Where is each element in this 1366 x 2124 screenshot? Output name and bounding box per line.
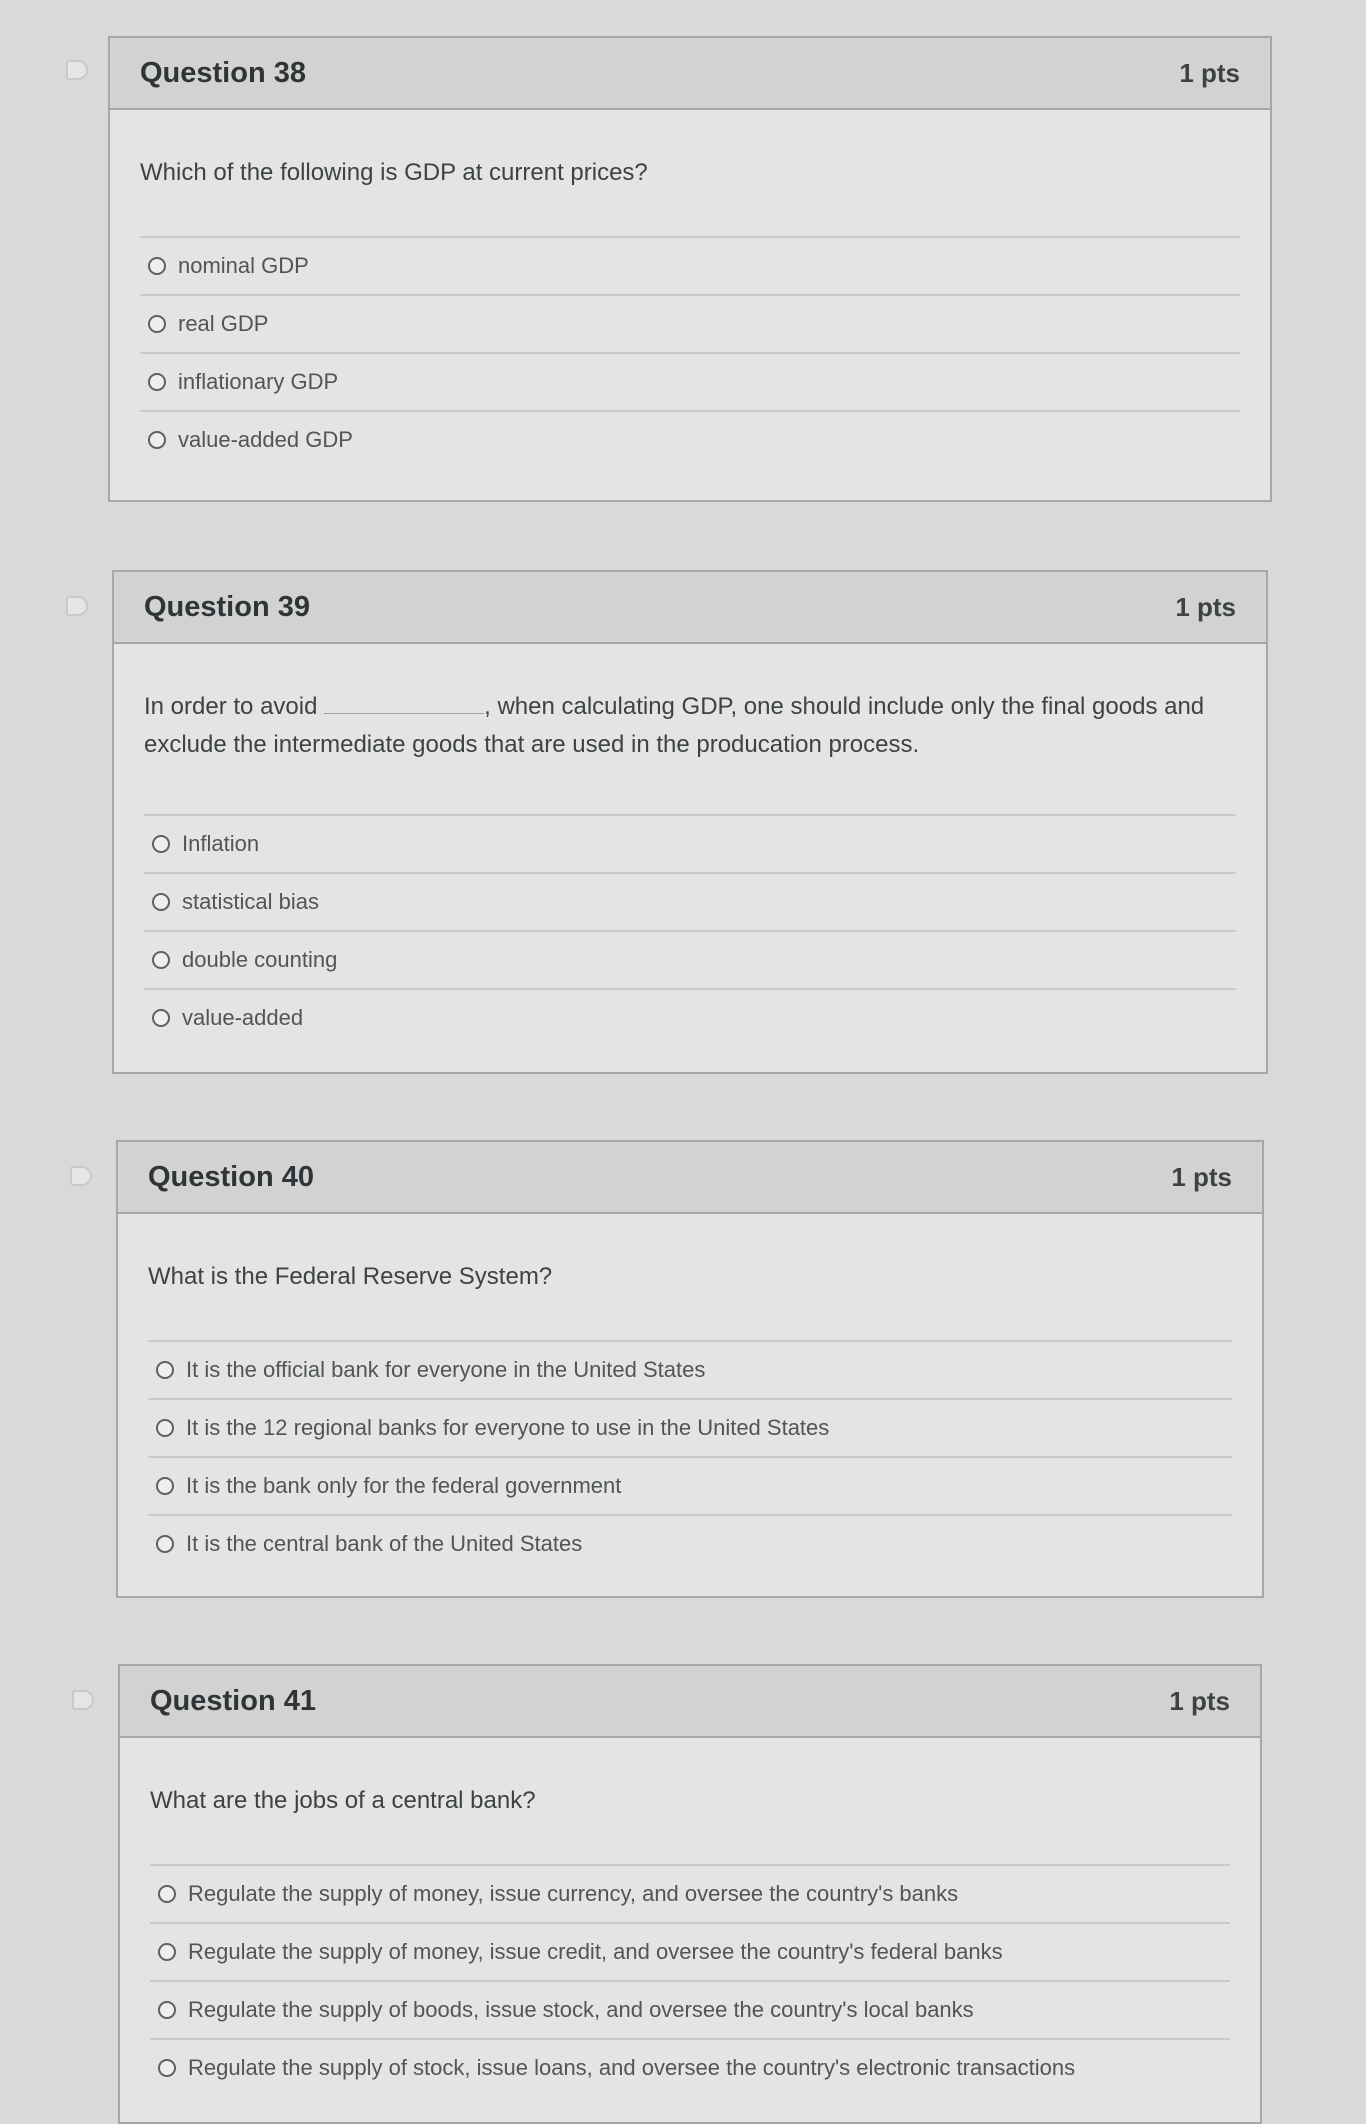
answer-label: nominal GDP	[178, 253, 309, 278]
answer-label: It is the bank only for the federal government	[186, 1473, 622, 1498]
answer-label: value-added GDP	[178, 427, 353, 452]
answer-option[interactable]	[144, 930, 1236, 988]
radio-button-icon[interactable]	[156, 1361, 174, 1379]
answer-option[interactable]	[140, 410, 1240, 468]
radio-button-icon[interactable]	[152, 893, 170, 911]
answer-label: It is the 12 regional banks for everyone to use in the United States	[186, 1415, 830, 1440]
question-prompt: What are the jobs of a central bank?	[150, 1787, 536, 1814]
fill-in-blank	[324, 695, 484, 714]
answer-label: value-added	[182, 1005, 304, 1030]
radio-button-icon[interactable]	[158, 2001, 176, 2019]
radio-button-icon[interactable]	[148, 431, 166, 449]
answer-label: Regulate the supply of money, issue credit, and oversee the country's federal banks	[188, 1939, 1003, 1964]
answer-label: inflationary GDP	[178, 369, 339, 394]
question-39-card	[112, 570, 1268, 1074]
answer-option[interactable]	[148, 1514, 1232, 1572]
question-prompt	[114, 644, 1266, 796]
prompt-text-before-blank: In order to avoid	[144, 693, 318, 720]
question-title: Question 40	[148, 1160, 314, 1193]
answer-option[interactable]	[150, 1864, 1230, 1922]
answer-label: Regulate the supply of stock, issue loans, and oversee the country's electronic transactions	[188, 2055, 1076, 2080]
radio-button-icon[interactable]	[152, 835, 170, 853]
answer-label: real GDP	[178, 311, 269, 336]
answer-option[interactable]	[144, 988, 1236, 1046]
radio-button-icon[interactable]	[156, 1419, 174, 1437]
answer-label: Regulate the supply of money, issue currency, and oversee the country's banks	[188, 1881, 959, 1906]
question-header	[114, 572, 1266, 644]
flag-question-38-icon[interactable]	[66, 60, 88, 80]
answer-option[interactable]	[144, 814, 1236, 872]
question-header	[110, 38, 1270, 110]
question-header	[118, 1142, 1262, 1214]
answer-option[interactable]	[140, 236, 1240, 294]
prompt-text-after-blank: , when calculating GDP, one should include only the final goods and exclude the intermediate goods that are used in the producation process.	[144, 693, 1205, 758]
question-title: Question 38	[140, 56, 306, 89]
question-header	[120, 1666, 1260, 1738]
answer-list	[114, 814, 1266, 1046]
question-title: Question 41	[150, 1684, 316, 1717]
radio-button-icon[interactable]	[148, 373, 166, 391]
question-title: Question 39	[144, 590, 310, 623]
question-38-card	[108, 36, 1272, 502]
answer-label: statistical bias	[182, 889, 319, 914]
question-prompt: Which of the following is GDP at current prices?	[140, 159, 648, 186]
question-points: 1 pts	[1179, 57, 1240, 88]
question-points: 1 pts	[1169, 1685, 1230, 1716]
answer-label: It is the central bank of the United States	[186, 1531, 583, 1556]
flag-question-39-icon[interactable]	[66, 596, 88, 616]
answer-list	[110, 236, 1270, 468]
answer-option[interactable]	[150, 2038, 1230, 2096]
answer-list	[120, 1864, 1260, 2096]
answer-label: It is the official bank for everyone in the United States	[186, 1357, 706, 1382]
answer-option[interactable]	[148, 1456, 1232, 1514]
radio-button-icon[interactable]	[152, 951, 170, 969]
question-points: 1 pts	[1171, 1161, 1232, 1192]
question-points: 1 pts	[1175, 591, 1236, 622]
answer-option[interactable]	[150, 1980, 1230, 2038]
answer-option[interactable]	[148, 1340, 1232, 1398]
flag-question-41-icon[interactable]	[72, 1690, 94, 1710]
flag-question-40-icon[interactable]	[70, 1166, 92, 1186]
radio-button-icon[interactable]	[152, 1009, 170, 1027]
question-41-card	[118, 1664, 1262, 2124]
radio-button-icon[interactable]	[148, 315, 166, 333]
radio-button-icon[interactable]	[156, 1535, 174, 1553]
question-40-card	[116, 1140, 1264, 1598]
answer-option[interactable]	[150, 1922, 1230, 1980]
radio-button-icon[interactable]	[158, 2059, 176, 2077]
answer-label: Regulate the supply of boods, issue stock, and oversee the country's local banks	[188, 1997, 974, 2022]
answer-option[interactable]	[140, 352, 1240, 410]
radio-button-icon[interactable]	[158, 1885, 176, 1903]
answer-label: Inflation	[182, 831, 260, 856]
answer-label: double counting	[182, 947, 338, 972]
answer-list	[118, 1340, 1262, 1572]
question-prompt: What is the Federal Reserve System?	[148, 1263, 553, 1290]
radio-button-icon[interactable]	[156, 1477, 174, 1495]
radio-button-icon[interactable]	[158, 1943, 176, 1961]
answer-option[interactable]	[148, 1398, 1232, 1456]
radio-button-icon[interactable]	[148, 257, 166, 275]
answer-option[interactable]	[140, 294, 1240, 352]
answer-option[interactable]	[144, 872, 1236, 930]
